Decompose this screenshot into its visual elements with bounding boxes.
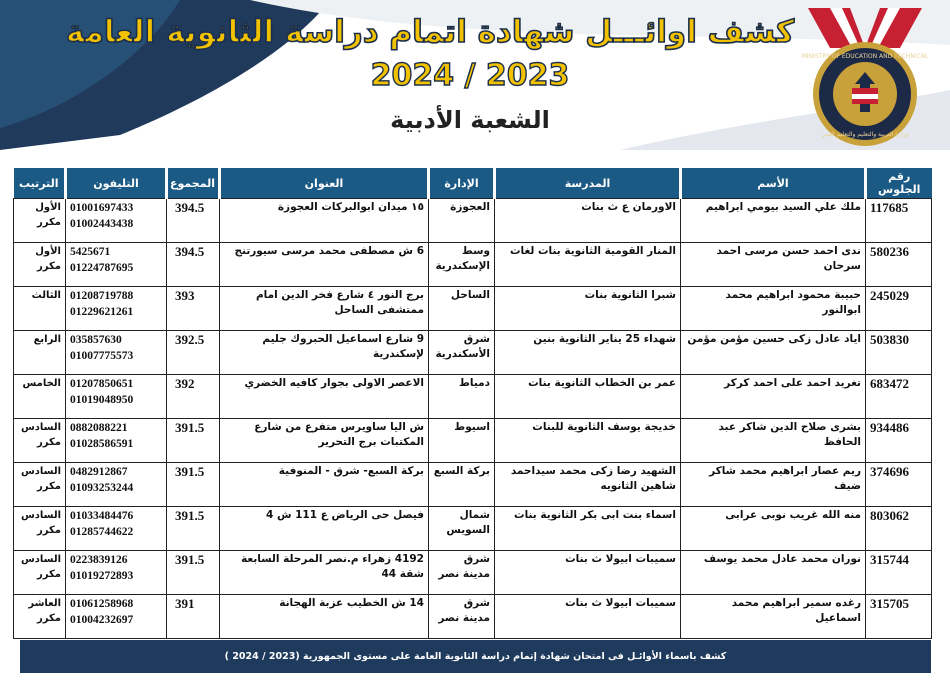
cell-total: 391.5 [167, 551, 220, 595]
phone-secondary: 01002443438 [70, 218, 134, 230]
cell-admin: شرق مدينة نصر [429, 595, 495, 639]
cell-admin: دمياط [429, 375, 495, 419]
cell-admin: شرق الأسكندرية [429, 331, 495, 375]
phone-primary: 5425671 [70, 246, 111, 258]
table-row [14, 375, 932, 419]
phone-primary: 01061258968 [70, 598, 134, 610]
cell-address: الاعصر الاولى بجوار كافيه الخضري [220, 375, 429, 419]
cell-seat: 117685 [866, 199, 932, 243]
cell-seat: 245029 [866, 287, 932, 331]
cell-seat: 803062 [866, 507, 932, 551]
header-rank: الترتيب [14, 168, 66, 199]
phone-secondary: 01019048950 [70, 394, 134, 406]
cell-name: نوران محمد عادل محمد يوسف [681, 551, 866, 595]
cell-total: 394.5 [167, 243, 220, 287]
phone-secondary: 01224787695 [70, 262, 134, 274]
cell-rank: السادس مكرر [14, 507, 66, 551]
phone-secondary: 01028586591 [70, 438, 134, 450]
cell-admin: وسط الإسكندرية [429, 243, 495, 287]
cell-total: 391.5 [167, 463, 220, 507]
cell-name: تغريد احمد على احمد كركر [681, 375, 866, 419]
cell-name: ندى احمد حسن مرسى احمد سرحان [681, 243, 866, 287]
phone-primary: 01208719788 [70, 290, 134, 302]
cell-phone [66, 331, 167, 375]
table-row [14, 243, 932, 287]
phone-primary: 0482912867 [70, 466, 128, 478]
cell-name: ملك علي السيد بيومي ابراهيم [681, 199, 866, 243]
phone-secondary: 01019272893 [70, 570, 134, 582]
cell-rank: الثالث [14, 287, 66, 331]
cell-address: ١٥ ميدان ابوالبركات العجوزة [220, 199, 429, 243]
cell-school: الشهيد رضا زكى محمد سيداحمد شاهين الثانويه [495, 463, 681, 507]
cell-school: سميبات ابيولا ث بنات [495, 595, 681, 639]
cell-school: شهداء 25 يناير الثانوية بنين [495, 331, 681, 375]
footer-bar [20, 640, 931, 673]
table-header-row [14, 168, 932, 199]
cell-phone [66, 507, 167, 551]
top-students-table [13, 168, 932, 639]
cell-admin: الساحل [429, 287, 495, 331]
page-title: كشف اوائـــل شهادة اتمام دراسة الثانوية العامة [65, 14, 795, 50]
cell-phone [66, 551, 167, 595]
phone-secondary: 01229621261 [70, 306, 134, 318]
phone-secondary: 01007775573 [70, 350, 134, 362]
cell-admin: اسيوط [429, 419, 495, 463]
cell-total: 391 [167, 595, 220, 639]
cell-school: اسماء بنت ابى بكر الثانوية بنات [495, 507, 681, 551]
cell-address: 14 ش الخطيب عزبة الهجانة [220, 595, 429, 639]
cell-admin: شرق مدينة نصر [429, 551, 495, 595]
cell-name: رغده سمير ابراهيم محمد اسماعيل [681, 595, 866, 639]
table-row [14, 507, 932, 551]
phone-primary: 01001697433 [70, 202, 134, 214]
cell-name: حبيبة محمود ابراهيم محمد ابوالنور [681, 287, 866, 331]
cell-address: بركة السبع- شرق - المنوفية [220, 463, 429, 507]
cell-seat: 315705 [866, 595, 932, 639]
table-row [14, 551, 932, 595]
cell-phone [66, 287, 167, 331]
logo-text-top: MINISTRY OF EDUCATION AND TECHNICAL [801, 53, 929, 60]
cell-name: منه الله غريب نوبى عرابى [681, 507, 866, 551]
cell-address: برج النور ٤ شارع فخر الدين امام ممتشفى الساحل [220, 287, 429, 331]
header-phone: التليفون [66, 168, 167, 199]
table-row [14, 419, 932, 463]
cell-address: ش اليا ساويرس متفرع من شارع المكتبات برج التحرير [220, 419, 429, 463]
cell-seat: 315744 [866, 551, 932, 595]
table-row [14, 199, 932, 243]
cell-total: 391.5 [167, 507, 220, 551]
cell-seat: 374696 [866, 463, 932, 507]
table-row [14, 287, 932, 331]
ministry-logo [790, 8, 940, 148]
header-school: المدرسة [495, 168, 681, 199]
header-address: العنوان [220, 168, 429, 199]
cell-phone [66, 199, 167, 243]
phone-primary: 0882088221 [70, 422, 128, 434]
cell-rank: السادس مكرر [14, 419, 66, 463]
cell-school: عمر بن الخطاب الثانوية بنات [495, 375, 681, 419]
cell-total: 392.5 [167, 331, 220, 375]
header-name: الأسم [681, 168, 866, 199]
phone-primary: 01033484476 [70, 510, 134, 522]
cell-school: المنار القومية الثانوية بنات لغات [495, 243, 681, 287]
phone-secondary: 01004232697 [70, 614, 134, 626]
table-row [14, 595, 932, 639]
cell-phone [66, 243, 167, 287]
section-title: الشعبة الأدبية [390, 106, 550, 134]
phone-primary: 035857630 [70, 334, 122, 346]
phone-secondary: 01093253244 [70, 482, 134, 494]
cell-seat: 683472 [866, 375, 932, 419]
cell-rank: الرابع [14, 331, 66, 375]
cell-name: ريم عصار ابراهيم محمد شاكر ضيف [681, 463, 866, 507]
cell-rank: الخامس [14, 375, 66, 419]
cell-total: 392 [167, 375, 220, 419]
cell-admin: العجوزة [429, 199, 495, 243]
logo-text-bottom: وزارة التربية والتعليم والتعليم الفني [821, 131, 909, 138]
cell-school: خديجة يوسف الثانوية للبنات [495, 419, 681, 463]
table-row [14, 463, 932, 507]
cell-seat: 580236 [866, 243, 932, 287]
cell-rank: الأول مكرر [14, 199, 66, 243]
cell-admin: بركة السبع [429, 463, 495, 507]
cell-address: 9 شارع اسماعيل الحبروك جليم لإسكندرية [220, 331, 429, 375]
cell-phone [66, 463, 167, 507]
cell-rank: السادس مكرر [14, 551, 66, 595]
footer-text: كشف باسماء الأوائـل فى امتحان شهادة إتمام دراسة الثانوية العامة على مستوى الجمهورية (2023 / 2024 ) [224, 651, 727, 662]
cell-address: 6 ش مصطفى محمد مرسى سيورتنج [220, 243, 429, 287]
header-banner [0, 0, 950, 150]
cell-rank: الأول مكرر [14, 243, 66, 287]
cell-total: 393 [167, 287, 220, 331]
phone-primary: 01207850651 [70, 378, 134, 390]
cell-phone [66, 375, 167, 419]
cell-rank: السادس مكرر [14, 463, 66, 507]
cell-admin: شمال السويس [429, 507, 495, 551]
cell-name: بشرى صلاح الدين شاكر عبد الحافظ [681, 419, 866, 463]
cell-rank: العاشر مكرر [14, 595, 66, 639]
cell-school: شبرا الثانوية بنات [495, 287, 681, 331]
cell-name: اياد عادل زكى حسين مؤمن مؤمن [681, 331, 866, 375]
table-row [14, 331, 932, 375]
academic-year: 2024 / 2023 [370, 58, 570, 93]
header-admin: الإدارة [429, 168, 495, 199]
header-seat: رقم الجلوس [866, 168, 932, 199]
phone-secondary: 01285744622 [70, 526, 134, 538]
cell-phone [66, 419, 167, 463]
cell-school: الاورمان ع ث بنات [495, 199, 681, 243]
cell-seat: 934486 [866, 419, 932, 463]
header-total: المجموع [167, 168, 220, 199]
cell-address: فيصل حى الرياض ع 111 ش 4 [220, 507, 429, 551]
cell-address: 4192 زهراء م.نصر المرحلة السابعة شقة 44 [220, 551, 429, 595]
cell-total: 394.5 [167, 199, 220, 243]
cell-total: 391.5 [167, 419, 220, 463]
cell-seat: 503830 [866, 331, 932, 375]
phone-primary: 0223839126 [70, 554, 128, 566]
cell-phone [66, 595, 167, 639]
cell-school: سميبات ابيولا ث بنات [495, 551, 681, 595]
